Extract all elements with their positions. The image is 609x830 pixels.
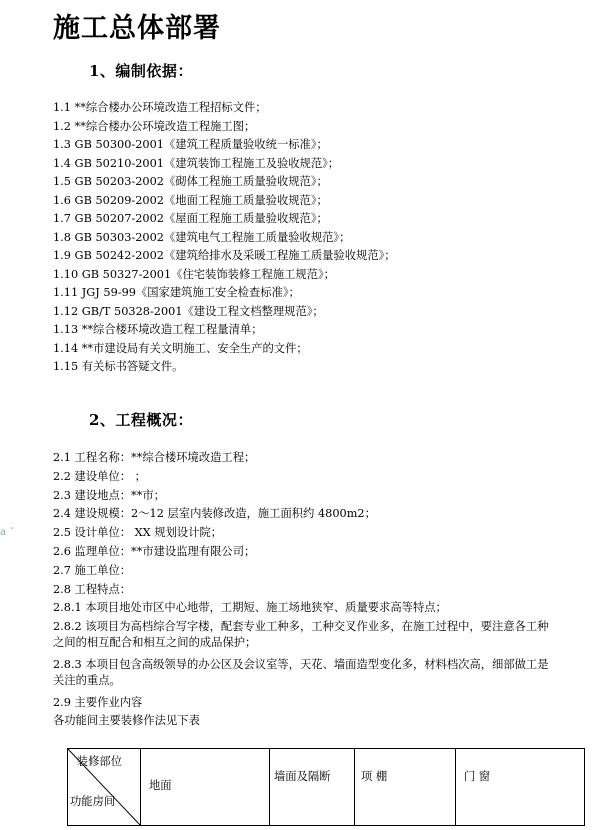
list-item: 2.7 施工单位： — [53, 563, 132, 577]
list-item: 2.1 工程名称：**综合楼环境改造工程； — [53, 451, 256, 464]
list-item: 1.7 GB 50207-2002《屋面工程施工质量验收规范》； — [53, 212, 328, 225]
list-item: 1.14 **市建设局有关文明施工、安全生产的文件； — [53, 341, 308, 355]
list-item: 2.8 工程特点： — [53, 582, 132, 596]
page-title: 施工总体部署 — [53, 13, 221, 44]
header-top-label: 装修部位 — [76, 755, 122, 768]
table-intro: 各功能间主要装修作法见下表 — [53, 714, 200, 727]
col-floor: 地面 — [141, 749, 270, 826]
paragraph-2-8-2: 2.8.2 该项目为高档综合写字楼，配套专业工种多，工种交叉作业多，在施工过程中，要注意各工种之间的相互配合和相互之间的成品保护； — [53, 620, 549, 649]
list-item: 1.3 GB 50300-2001《建筑工程质量验收统一标准》； — [53, 138, 328, 151]
list-item: 1.15 有关标书答疑文件。 — [53, 360, 184, 373]
list-item: 2.6 监理单位：**市建设监理有限公司； — [53, 545, 256, 558]
list-item: 1.6 GB 50209-2002《地面工程施工质量验收规范》； — [53, 193, 328, 207]
list-item: 1.8 GB 50303-2002《建筑电气工程施工质量验收规范》； — [53, 230, 351, 244]
col-ceiling: 项 棚 — [355, 749, 456, 826]
header-bottom-label: 功能房间 — [70, 795, 116, 808]
list-item: 1.11 JGJ 59-99《国家建筑施工安全检查标准》； — [53, 286, 300, 299]
list-item: 1.2 **综合楼办公环境改造工程施工图； — [53, 119, 256, 133]
col-wall: 墙面及隔断 — [270, 749, 355, 826]
list-item: 2.3 建设地点：**市； — [53, 488, 165, 502]
margin-marker-icon: a ˇ — [0, 527, 15, 538]
list-item: 1.12 GB/T 50328-2001《建设工程文档整理规范》； — [53, 304, 324, 318]
list-item: 1.13 **综合楼环境改造工程工程量清单； — [53, 323, 263, 336]
item-2-9: 2.9 主要作业内容 — [53, 696, 143, 709]
table-header-row — [68, 749, 585, 826]
col-doors-windows: 门 窗 — [456, 749, 585, 826]
list-item: 1.5 GB 50203-2002《砌体工程施工质量验收规范》； — [53, 175, 328, 188]
section1-heading: 1、编制依据： — [89, 62, 193, 80]
list-item: 1.9 GB 50242-2002《建筑给排水及采暖工程施工质量验收规范》； — [53, 249, 396, 262]
diagonal-header-cell — [68, 749, 141, 826]
list-item: 2.8.1 本项目地处市区中心地带，工期短、施工场地狭窄、质量要求高等特点； — [53, 601, 447, 615]
list-item: 2.5 设计单位： XX 规划设计院； — [53, 526, 223, 540]
list-item: 1.10 GB 50327-2001《住宅装饰装修工程施工规范》； — [53, 267, 335, 281]
finish-table — [67, 748, 585, 826]
section2-heading: 2、工程概况： — [89, 411, 193, 429]
paragraph-2-8-3: 2.8.3 本项目包含高级领导的办公区及会议室等，天花、墙面造型变化多，材料档次高，细部做工是关注的重点。 — [53, 658, 549, 687]
list-item: 2.4 建设规模：2～12 层室内装修改造，施工面积约 4800m2； — [53, 507, 376, 521]
list-item: 2.2 建设单位： ； — [53, 469, 146, 483]
list-item: 1.1 **综合楼办公环境改造工程招标文件； — [53, 101, 267, 114]
list-item: 1.4 GB 50210-2001《建筑装饰工程施工及验收规范》； — [53, 156, 340, 170]
